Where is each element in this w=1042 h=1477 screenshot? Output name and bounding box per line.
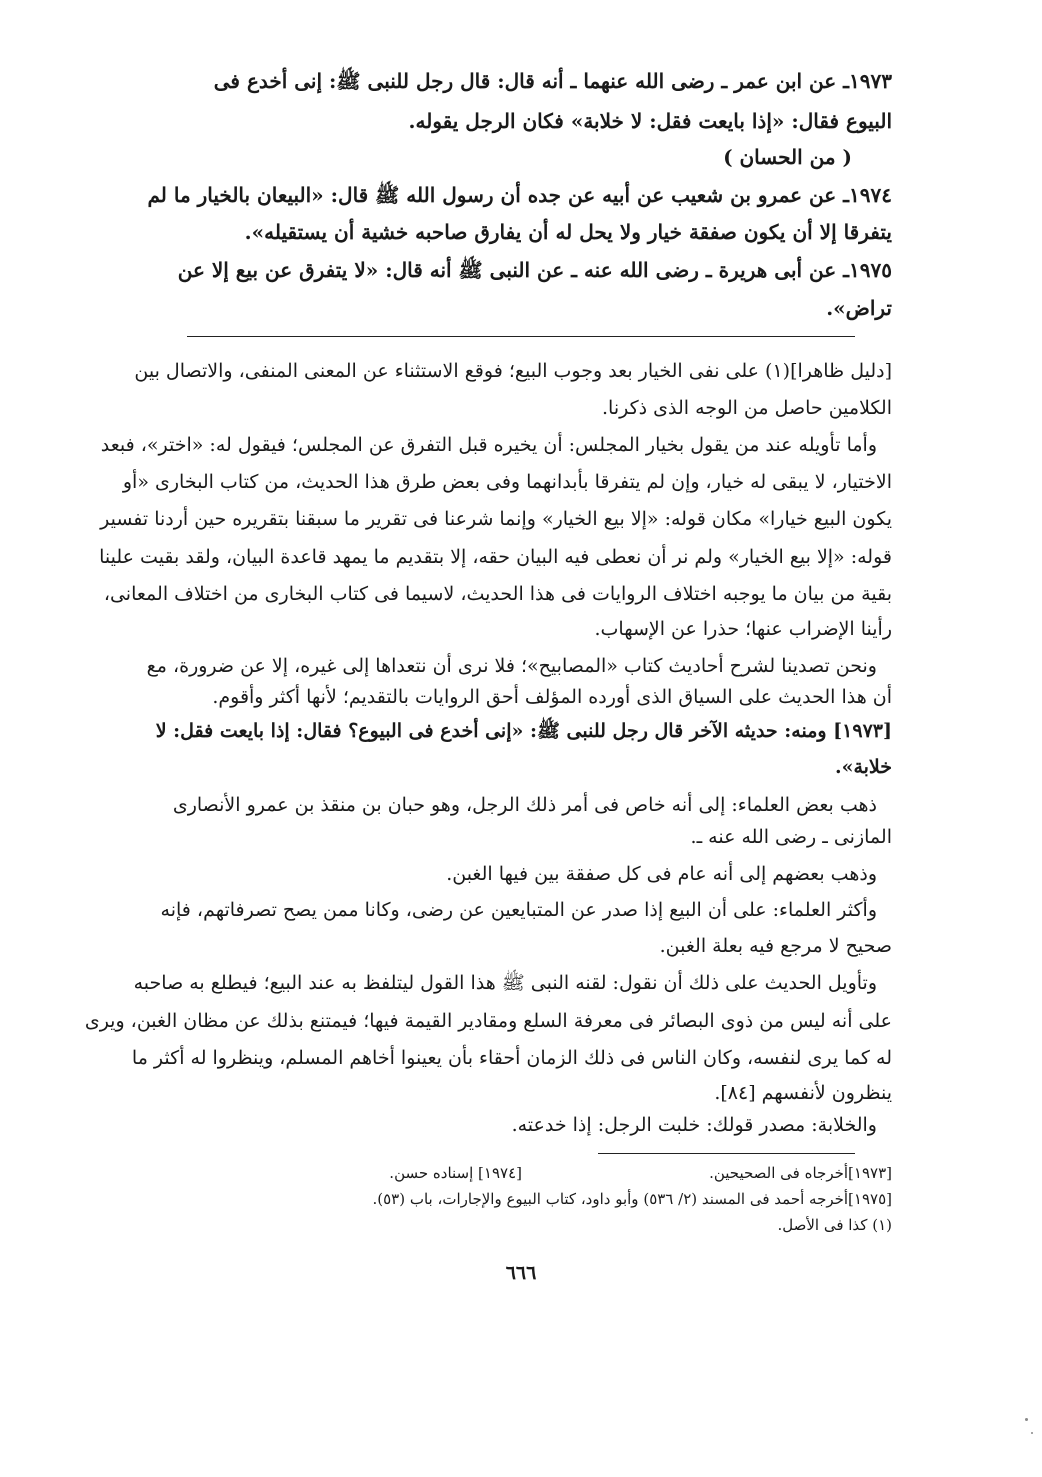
commentary-line: يكون البيع خيارا» مكان قوله: «إلا بيع الخيار» وإنما شرعنا فى تقرير ما سبقنا بتقريره حين أردنا تفسير — [100, 508, 892, 530]
footnote-1973: [١٩٧٣]أخرجاه فى الصحيحين. — [709, 1164, 892, 1182]
scan-speck — [1025, 1418, 1028, 1421]
commentary-line: والخلابة: مصدر قولك: خلبت الرجل: إذا خدعته. — [511, 1114, 877, 1136]
commentary-line: وتأويل الحديث على ذلك أن نقول: لقنه النبى ﷺ هذا القول ليتلفظ به عند البيع؛ فيطلع به صاحبه — [133, 972, 877, 994]
hadith-1975-line-1: ١٩٧٥ـ عن أبى هريرة ـ رضى الله عنه ـ عن النبى ﷺ أنه قال: «لا يتفرق عن بيع إلا عن — [177, 258, 892, 282]
footnote-1975: [١٩٧٥]أخرجه أحمد فى المسند (٢/ ٥٣٦) وأبو داود، كتاب البيوع والإجارات، باب (٥٣). — [372, 1190, 892, 1208]
hadith-grade: ( من الحسان ) — [723, 145, 852, 169]
commentary-line: قوله: «إلا بيع الخيار» ولم نر أن نعطى فيه البيان حقه، إلا بتقديم ما يمهد قاعدة البيان، ولقد بقيت علينا — [99, 546, 892, 568]
commentary-line: خلابة». — [834, 756, 892, 778]
footnote-1: (١) كذا فى الأصل. — [777, 1216, 892, 1234]
hadith-1975-line-2: تراض». — [826, 296, 892, 320]
commentary-line: له كما يرى لنفسه، وكان الناس فى ذلك الزمان أحقاء بأن يعينوا أخاهم المسلم، وينظروا له أكثر ما — [131, 1047, 892, 1069]
commentary-line: وأما تأويله عند من يقول بخيار المجلس: أن يخيره قبل التفرق عن المجلس؛ فيقول له: «اختر»، فبعد — [100, 434, 877, 456]
section-divider — [187, 336, 855, 337]
commentary-line: على أنه ليس من ذوى البصائر فى معرفة السلع ومقادير القيمة فيها؛ فيمتنع بذلك عن مظان الغبن، ويرى — [84, 1010, 892, 1032]
commentary-line: الاختيار، لا يبقى له خيار، وإن لم يتفرقا بأبدانهما وفى بعض طرق هذا الحديث، من كتاب البخارى «أو — [122, 471, 892, 493]
footnote-1974: [١٩٧٤] إسناده حسن. — [389, 1164, 522, 1182]
hadith-1973-line-1: ١٩٧٣ـ عن ابن عمر ـ رضى الله عنهما ـ أنه قال: قال رجل للنبى ﷺ: إنى أخدع فى — [213, 69, 892, 93]
commentary-line: ينظرون لأنفسهم [٨٤]. — [714, 1082, 892, 1104]
footnote-divider — [598, 1153, 855, 1154]
commentary-line: بقية من بيان ما يوجبه اختلاف الروايات فى هذا الحديث، لاسيما فى كتاب البخارى من اختلاف المعانى، — [103, 583, 892, 605]
hadith-1974-line-1: ١٩٧٤ـ عن عمرو بن شعيب عن أبيه عن جده أن رسول الله ﷺ قال: «البيعان بالخيار ما لم — [147, 183, 892, 207]
commentary-line: رأينا الإضراب عنها؛ حذرا عن الإسهاب. — [594, 618, 892, 640]
commentary-line: وذهب بعضهم إلى أنه عام فى كل صفقة بين فيها الغبن. — [446, 863, 877, 885]
hadith-1973-line-2: البيوع فقال: «إذا بايعت فقل: لا خلابة» فكان الرجل يقوله. — [408, 109, 892, 133]
commentary-line: المازنى ـ رضى الله عنه ـ. — [690, 826, 892, 848]
commentary-line: ذهب بعض العلماء: إلى أنه خاص فى أمر ذلك الرجل، وهو حبان بن منقذ بن عمرو الأنصارى — [172, 794, 877, 816]
page-number: ٦٦٦ — [505, 1262, 537, 1284]
commentary-line: صحيح لا مرجع فيه بعلة الغبن. — [659, 935, 892, 957]
commentary-line: أن هذا الحديث على السياق الذى أورده المؤلف أحق الروايات بالتقديم؛ لأنها أكثر وأقوم. — [212, 686, 892, 708]
commentary-line: [١٩٧٣] ومنه: حديثه الآخر قال رجل للنبى ﷺ: «إنى أخدع فى البيوع؟ فقال: إذا بايعت فقل: لا — [155, 720, 892, 742]
commentary-line: الكلامين حاصل من الوجه الذى ذكرنا. — [601, 397, 892, 419]
commentary-line: [دليل ظاهرا](١) على نفى الخيار بعد وجوب البيع؛ فوقع الاستثناء عن المعنى المنفى، والاتصال بين — [134, 360, 892, 382]
scan-speck — [1031, 1432, 1033, 1434]
hadith-1974-line-2: يتفرقا إلا أن يكون صفقة خيار ولا يحل له أن يفارق صاحبه خشية أن يستقيله». — [244, 220, 892, 244]
commentary-line: ونحن تصدينا لشرح أحاديث كتاب «المصابيح»؛ فلا نرى أن نتعداها إلى غيره، إلا عن ضرورة، مع — [146, 655, 877, 677]
commentary-line: وأكثر العلماء: على أن البيع إذا صدر عن المتبايعين عن رضى، وكانا ممن يصح تصرفاتهم، فإنه — [160, 899, 877, 921]
